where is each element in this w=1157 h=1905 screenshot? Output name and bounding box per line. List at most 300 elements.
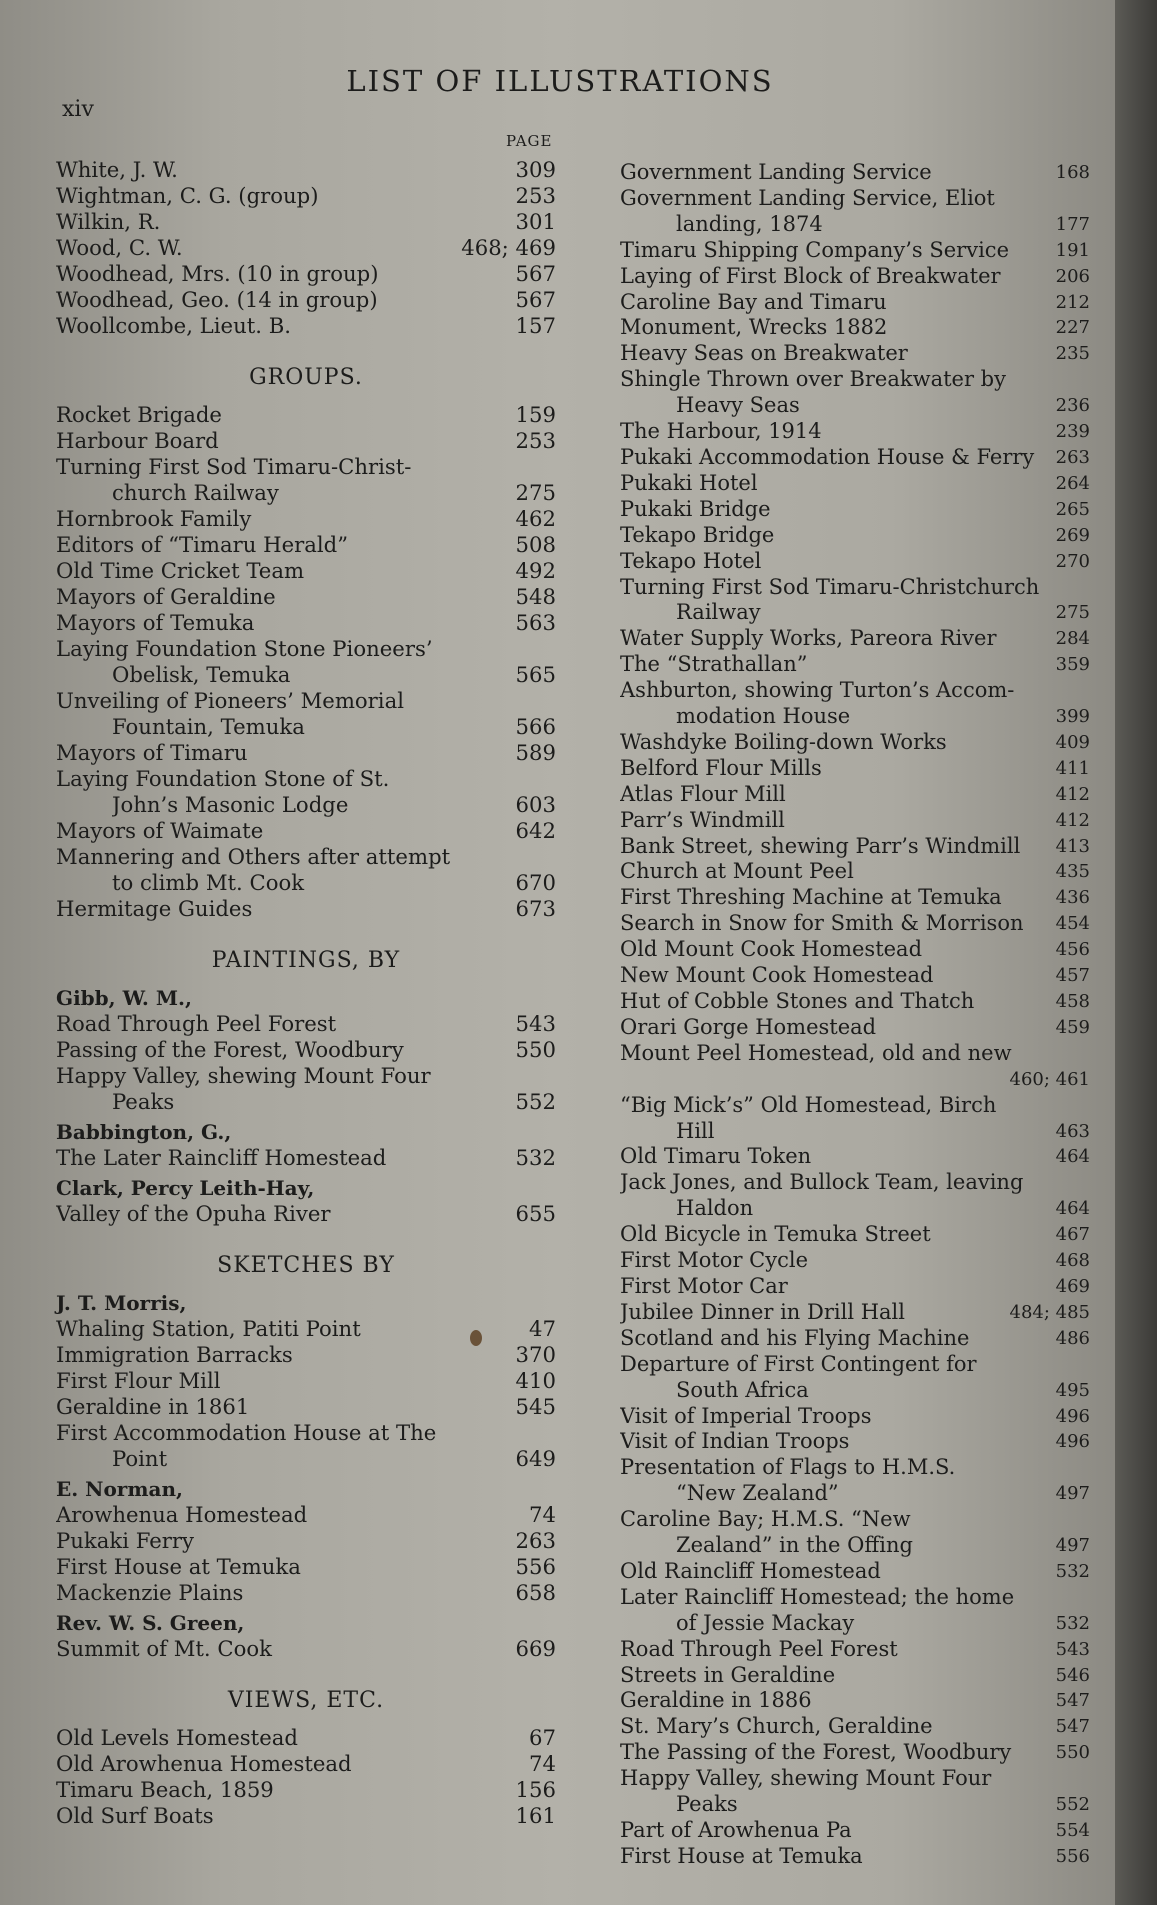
entry-page: 370 (515, 1342, 556, 1367)
entry-page: 264 (1055, 472, 1090, 494)
entry-title: Heavy Seas (676, 393, 800, 418)
entry-title: Point (112, 1446, 168, 1471)
entry-page: 284 (1055, 628, 1090, 650)
entry-title: Fountain, Temuka (112, 714, 305, 739)
entry-page: 554 (1055, 1820, 1090, 1841)
entry-page: 275 (515, 480, 556, 505)
entry-page: 275 (1055, 602, 1090, 624)
entry-page: 236 (1055, 395, 1090, 417)
index-entry (620, 315, 1090, 341)
entry-page: 556 (1055, 1845, 1090, 1867)
entry-title: Old Arowhenua Homestead (56, 1751, 352, 1776)
entry-title: Old Time Cricket Team (56, 558, 305, 583)
index-entry (620, 160, 1090, 186)
index-entry (56, 1089, 556, 1115)
index-entry (620, 1455, 1090, 1481)
entry-title: Laying Foundation Stone Pioneers’ (56, 636, 433, 661)
index-entry (620, 1015, 1090, 1041)
entry-page: 435 (1055, 861, 1090, 883)
artist-name: Rev. W. S. Green, (56, 1611, 245, 1635)
entry-page: 669 (515, 1636, 556, 1661)
entry-page: 543 (1055, 1638, 1090, 1660)
index-entry (620, 1144, 1090, 1170)
index-entry (620, 1844, 1090, 1870)
index-entry (620, 393, 1090, 419)
entry-page: 649 (515, 1446, 556, 1471)
index-entry (56, 313, 556, 339)
entry-title: Geraldine in 1886 (620, 1688, 812, 1713)
index-entry (56, 714, 556, 740)
index-entry (620, 1507, 1090, 1533)
entry-title: Road Through Peel Forest (56, 1011, 337, 1036)
entry-title: Pukaki Accommodation House & Ferry (620, 444, 1035, 469)
entry-page: 546 (1055, 1664, 1090, 1686)
entry-page: 545 (515, 1394, 556, 1419)
entry-title: Mayors of Timaru (56, 740, 248, 765)
index-entry (56, 1502, 556, 1528)
index-entry (56, 1394, 556, 1420)
entry-title: Later Raincliff Homestead; the home (620, 1584, 1015, 1609)
index-entry (620, 730, 1090, 756)
entry-page: 603 (515, 792, 556, 817)
entry-title: Railway (676, 600, 761, 625)
entry-page: 460; 461 (1009, 1068, 1090, 1090)
entry-title: First Flour Mill (56, 1368, 221, 1393)
index-entry (620, 419, 1090, 445)
artist-name: Gibb, W. M., (56, 986, 192, 1010)
book-edge (1115, 0, 1157, 1905)
entry-page: 563 (515, 610, 556, 635)
index-entry (620, 1041, 1090, 1067)
entry-page: 589 (515, 740, 556, 765)
entry-page: 532 (1055, 1612, 1090, 1634)
entry-page: 263 (515, 1528, 556, 1553)
entry-title: “New Zealand” (676, 1481, 839, 1506)
index-entry (620, 989, 1090, 1015)
section-heading-sketches: SKETCHES BY (217, 1253, 395, 1278)
entry-page: 156 (515, 1777, 556, 1802)
index-entry (56, 1725, 556, 1751)
entry-page: 301 (515, 209, 556, 234)
entry-title: Jack Jones, and Bullock Team, leaving (620, 1170, 1024, 1195)
ink-spot (470, 1330, 482, 1346)
index-entry (620, 1611, 1090, 1637)
entry-title: Peaks (112, 1089, 175, 1114)
entry-title: Whaling Station, Patiti Point (56, 1316, 361, 1341)
index-entry (620, 1533, 1090, 1559)
entry-page: 413 (1055, 835, 1090, 857)
entry-page: 457 (1055, 965, 1090, 987)
entry-page: 468 (1055, 1250, 1090, 1272)
entry-page: 567 (515, 261, 556, 286)
entry-title: Woollcombe, Lieut. B. (56, 313, 292, 338)
entry-title: First Accommodation House at The (56, 1420, 437, 1445)
entry-page: 412 (1055, 783, 1090, 805)
entry-page: 508 (515, 532, 556, 557)
entry-title: Orari Gorge Homestead (620, 1014, 877, 1039)
index-entry (56, 662, 556, 688)
entry-page: 412 (1055, 809, 1090, 831)
index-entry (620, 1248, 1090, 1274)
entry-title: Woodhead, Geo. (14 in group) (56, 287, 378, 312)
entry-title: Caroline Bay and Timaru (620, 289, 887, 314)
entry-title: New Mount Cook Homestead (620, 963, 934, 988)
entry-title: Turning First Sod Timaru-Christchurch (620, 574, 1040, 599)
entry-title: Road Through Peel Forest (620, 1636, 898, 1661)
index-entry (56, 454, 556, 480)
index-entry (620, 885, 1090, 911)
entry-title: Mackenzie Plains (56, 1580, 244, 1605)
entry-page: 496 (1055, 1431, 1090, 1453)
index-entry (620, 264, 1090, 290)
entry-title: Arowhenua Homestead (56, 1502, 308, 1527)
entry-page: 497 (1055, 1483, 1090, 1505)
entry-page: 497 (1055, 1535, 1090, 1557)
index-entry (620, 1300, 1090, 1326)
entry-title: Hornbrook Family (56, 506, 252, 531)
entry-page: 670 (515, 870, 556, 895)
entry-title: Woodhead, Mrs. (10 in group) (56, 261, 379, 286)
entry-title: Water Supply Works, Pareora River (620, 626, 997, 651)
entry-title: First House at Temuka (56, 1554, 301, 1579)
index-entry (620, 1170, 1090, 1196)
index-entry (620, 704, 1090, 730)
entry-title: Summit of Mt. Cook (56, 1636, 272, 1661)
index-entry (56, 896, 556, 922)
index-entry (56, 1580, 556, 1606)
index-entry (620, 1274, 1090, 1300)
entry-page: 566 (515, 714, 556, 739)
artist-name: J. T. Morris, (56, 1291, 187, 1315)
entry-page: 168 (1055, 162, 1090, 183)
index-entry (620, 834, 1090, 860)
entry-title: The “Strathallan” (620, 652, 808, 677)
entry-page: 410 (515, 1368, 556, 1393)
entry-page: 269 (1055, 524, 1090, 546)
index-entry (620, 859, 1090, 885)
entry-title: Mayors of Temuka (56, 610, 255, 635)
entry-title: First Threshing Machine at Temuka (620, 885, 1002, 910)
page-title: LIST OF ILLUSTRATIONS (346, 64, 774, 98)
index-entry (56, 183, 556, 209)
entry-page: 532 (515, 1145, 556, 1170)
index-entry (56, 844, 556, 870)
index-entry (620, 1093, 1090, 1119)
entry-title: Pukaki Bridge (620, 496, 771, 521)
index-entry (56, 1063, 556, 1089)
index-entry (620, 1637, 1090, 1663)
entry-title: Mayors of Geraldine (56, 584, 276, 609)
entry-page: 359 (1055, 654, 1090, 676)
index-entry (56, 1368, 556, 1394)
index-entry (620, 1481, 1090, 1507)
entry-page: 486 (1055, 1327, 1090, 1349)
entry-page: 496 (1055, 1405, 1090, 1427)
entry-title: Immigration Barracks (56, 1342, 293, 1367)
entry-page: 454 (1055, 913, 1090, 935)
entry-title: Mannering and Others after attempt (56, 844, 451, 869)
entry-title: Mayors of Waimate (56, 818, 264, 843)
index-entry (620, 1714, 1090, 1740)
entry-page: 495 (1055, 1379, 1090, 1401)
entry-page: 458 (1055, 991, 1090, 1012)
index-entry (56, 428, 556, 454)
entry-title: Search in Snow for Smith & Morrison (620, 911, 1024, 936)
entry-title: Tekapo Hotel (620, 548, 762, 573)
entry-title: Bank Street, shewing Parr’s Windmill (620, 833, 1021, 858)
entry-title: Hill (676, 1118, 715, 1143)
entry-title: Scotland and his Flying Machine (620, 1325, 970, 1350)
entry-page: 567 (515, 287, 556, 312)
entry-page: 263 (1055, 446, 1090, 468)
artist-name: Clark, Percy Leith-Hay, (56, 1176, 315, 1200)
index-entry (56, 870, 556, 896)
index-entry (56, 1636, 556, 1662)
entry-page: 206 (1055, 265, 1090, 287)
index-entry (620, 341, 1090, 367)
entry-title: Timaru Beach, 1859 (56, 1777, 274, 1802)
index-entry (56, 1777, 556, 1803)
entry-page: 484; 485 (1009, 1301, 1090, 1323)
entry-page: 212 (1055, 291, 1090, 313)
entry-page: 532 (1055, 1560, 1090, 1582)
entry-title: Washdyke Boiling-down Works (620, 729, 947, 754)
index-entry (56, 1145, 556, 1171)
entry-title: Old Raincliff Homestead (620, 1558, 881, 1583)
entry-page: 239 (1055, 421, 1090, 443)
entry-title: Harbour Board (56, 428, 219, 453)
entry-page: 467 (1055, 1224, 1090, 1246)
entry-title: to climb Mt. Cook (112, 870, 305, 895)
index-entry (56, 1011, 556, 1037)
index-entry (56, 235, 556, 261)
entry-title: Editors of “Timaru Herald” (56, 532, 349, 557)
index-entry (56, 532, 556, 558)
index-entry (620, 238, 1090, 264)
entry-title: Departure of First Contingent for (620, 1351, 977, 1376)
index-entry (620, 290, 1090, 316)
entry-page: 468; 469 (461, 235, 556, 260)
index-entry (620, 497, 1090, 523)
index-entry (56, 209, 556, 235)
entry-title: Rocket Brigade (56, 402, 222, 427)
index-entry (620, 471, 1090, 497)
index-entry (620, 600, 1090, 626)
entry-title: Peaks (676, 1792, 738, 1817)
entry-title: Government Landing Service (620, 160, 932, 184)
entry-title: Unveiling of Pioneers’ Memorial (56, 688, 404, 713)
entry-title: Visit of Indian Troops (620, 1429, 850, 1454)
index-entry (620, 1766, 1090, 1792)
right-column (620, 160, 1090, 1870)
entry-page: 552 (515, 1089, 556, 1114)
entry-title: “Big Mick’s” Old Homestead, Birch (620, 1092, 997, 1117)
entry-page: 191 (1055, 239, 1090, 261)
index-entry (56, 1554, 556, 1580)
entry-page: 265 (1055, 498, 1090, 520)
entry-page: 74 (529, 1751, 556, 1776)
entry-page: 658 (515, 1580, 556, 1605)
section-heading-groups: GROUPS. (249, 365, 363, 390)
entry-title: Wood, C. W. (56, 235, 183, 260)
index-entry (620, 911, 1090, 937)
entry-title: Parr’s Windmill (620, 807, 785, 832)
index-entry (620, 1688, 1090, 1714)
entry-title: Ashburton, showing Turton’s Accom- (620, 678, 1015, 703)
entry-page: 235 (1055, 343, 1090, 365)
index-entry (620, 1585, 1090, 1611)
entry-page: 550 (515, 1037, 556, 1062)
index-entry (56, 818, 556, 844)
entry-page: 462 (515, 506, 556, 531)
index-entry (620, 1196, 1090, 1222)
index-entry (620, 212, 1090, 238)
entry-title: Old Levels Homestead (56, 1725, 298, 1750)
entry-title: Zealand” in the Offing (676, 1533, 913, 1558)
index-entry (56, 157, 556, 183)
index-entry (620, 549, 1090, 575)
entry-title: Laying of First Block of Breakwater (620, 263, 1001, 288)
entry-title: Pukaki Hotel (620, 470, 758, 495)
entry-page: 556 (515, 1554, 556, 1579)
entry-title: Hut of Cobble Stones and Thatch (620, 989, 975, 1013)
entry-title: Caroline Bay; H.M.S. “New (620, 1507, 911, 1532)
entry-page: 253 (515, 183, 556, 208)
index-entry (620, 1378, 1090, 1404)
entry-page: 161 (515, 1803, 556, 1828)
entry-title: Happy Valley, shewing Mount Four (620, 1766, 992, 1791)
entry-page: 464 (1055, 1146, 1090, 1168)
entry-page: 492 (515, 558, 556, 583)
entry-page: 74 (529, 1502, 556, 1527)
entry-title: Timaru Shipping Company’s Service (620, 237, 1009, 262)
index-entry (56, 1446, 556, 1472)
index-entry (620, 1429, 1090, 1455)
index-entry (620, 1663, 1090, 1689)
artist-name: Babbington, G., (56, 1120, 232, 1144)
index-entry (56, 636, 556, 662)
index-entry (620, 626, 1090, 652)
entry-title: of Jessie Mackay (676, 1610, 855, 1635)
index-entry (56, 740, 556, 766)
entry-page: 157 (515, 313, 556, 338)
entry-title: Passing of the Forest, Woodbury (56, 1037, 404, 1062)
entry-title: Pukaki Ferry (56, 1528, 195, 1553)
entry-page: 469 (1055, 1275, 1090, 1297)
entry-title: John’s Masonic Lodge (112, 792, 349, 817)
entry-title: Old Surf Boats (56, 1803, 214, 1828)
entry-page: 270 (1055, 550, 1090, 572)
entry-title: Geraldine in 1861 (56, 1394, 250, 1419)
index-entry (620, 678, 1090, 704)
entry-title: Streets in Geraldine (620, 1662, 836, 1687)
entry-page: 459 (1055, 1016, 1090, 1038)
index-entry (620, 367, 1090, 393)
index-entry (56, 558, 556, 584)
entry-title: First Motor Cycle (620, 1248, 808, 1273)
entry-page: 655 (515, 1201, 556, 1226)
entry-title: Turning First Sod Timaru-Christ- (56, 454, 412, 479)
entry-title: church Railway (112, 480, 279, 505)
index-entry (620, 523, 1090, 549)
entry-title: Old Timaru Token (620, 1144, 812, 1169)
index-entry (620, 652, 1090, 678)
entry-page: 399 (1055, 706, 1090, 728)
index-entry (620, 1067, 1090, 1093)
entry-page: 67 (529, 1725, 556, 1750)
entry-title: The Later Raincliff Homestead (56, 1145, 387, 1170)
index-entry (56, 506, 556, 532)
entry-page: 47 (529, 1316, 556, 1341)
entry-page: 550 (1055, 1742, 1090, 1764)
entry-page: 456 (1055, 939, 1090, 961)
entry-page: 543 (515, 1011, 556, 1036)
entry-page: 673 (515, 896, 556, 921)
entry-title: landing, 1874 (676, 211, 823, 236)
entry-title: Happy Valley, shewing Mount Four (56, 1063, 431, 1088)
entry-page: 159 (515, 402, 556, 427)
entry-page: 547 (1055, 1690, 1090, 1712)
entry-title: First Motor Car (620, 1273, 788, 1298)
entry-title: Church at Mount Peel (620, 859, 854, 884)
index-entry (56, 402, 556, 428)
entry-title: Old Bicycle in Temuka Street (620, 1222, 931, 1247)
entry-title: Wilkin, R. (56, 209, 161, 234)
section-heading-views: VIEWS, ETC. (227, 1688, 385, 1713)
index-entry (620, 1792, 1090, 1818)
index-entry (620, 1326, 1090, 1352)
entry-page: 409 (1055, 731, 1090, 753)
entry-title: Shingle Thrown over Breakwater by (620, 367, 1006, 392)
entry-title: Wightman, C. G. (group) (56, 183, 319, 208)
index-entry (620, 1559, 1090, 1585)
entry-page: 548 (515, 584, 556, 609)
index-entry (620, 937, 1090, 963)
index-entry (56, 480, 556, 506)
entry-page: 552 (1055, 1794, 1090, 1816)
entry-title: Valley of the Opuha River (56, 1201, 331, 1226)
entry-title: Visit of Imperial Troops (620, 1403, 872, 1428)
left-column (56, 157, 556, 1829)
entry-page: 227 (1055, 317, 1090, 339)
index-entry (56, 688, 556, 714)
entry-page: 547 (1055, 1716, 1090, 1738)
index-entry (620, 756, 1090, 782)
entry-title: Monument, Wrecks 1882 (620, 315, 888, 340)
index-entry (620, 1222, 1090, 1248)
index-entry (56, 1420, 556, 1446)
index-entry (56, 766, 556, 792)
entry-title: Laying Foundation Stone of St. (56, 766, 390, 791)
entry-title: Old Mount Cook Homestead (620, 937, 923, 962)
entry-page: 463 (1055, 1120, 1090, 1142)
entry-title: South Africa (676, 1377, 809, 1402)
index-entry (56, 287, 556, 313)
entry-title: The Harbour, 1914 (620, 419, 822, 444)
entry-title: Haldon (676, 1196, 754, 1221)
entry-title: Belford Flour Mills (620, 755, 822, 780)
entry-title: First House at Temuka (620, 1843, 863, 1868)
entry-page: 411 (1055, 757, 1090, 779)
entry-page: 177 (1055, 213, 1090, 235)
entry-page: 436 (1055, 887, 1090, 909)
entry-title: Atlas Flour Mill (620, 781, 786, 806)
entry-title: Jubilee Dinner in Drill Hall (620, 1299, 905, 1324)
entry-title: Mount Peel Homestead, old and new (620, 1040, 1012, 1065)
index-entry (620, 1818, 1090, 1844)
index-entry (56, 261, 556, 287)
artist-name: E. Norman, (56, 1477, 183, 1501)
